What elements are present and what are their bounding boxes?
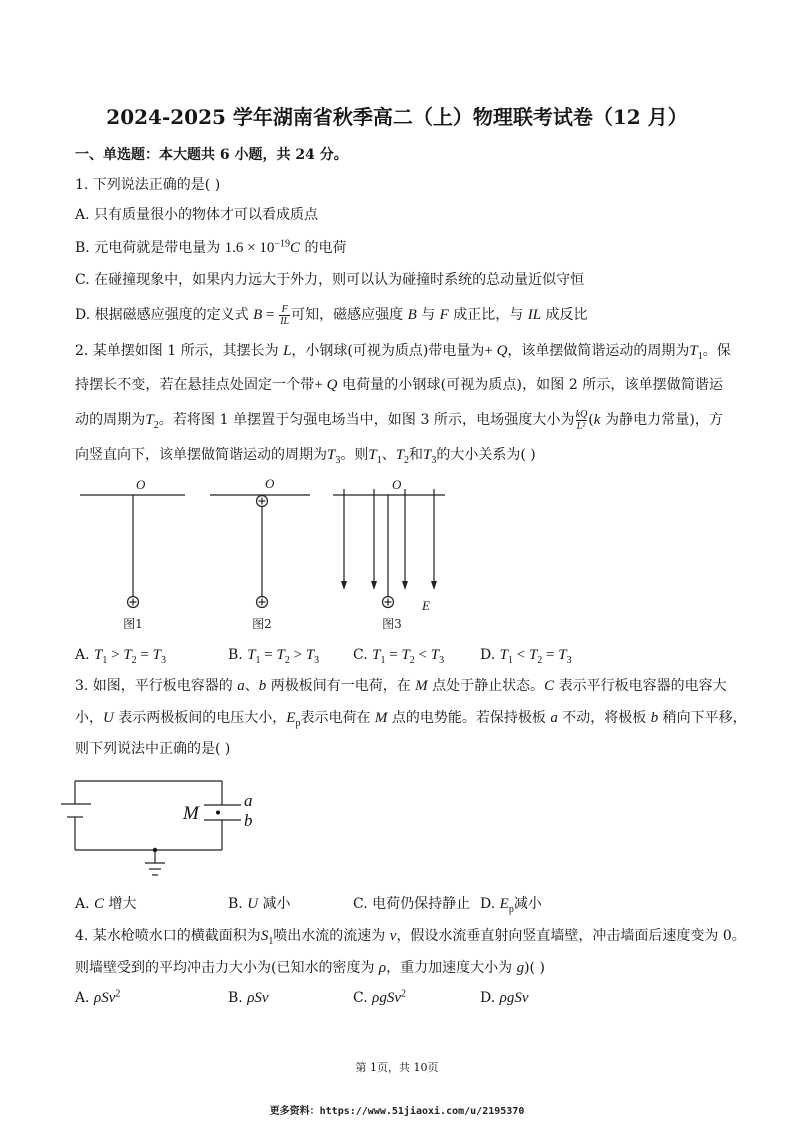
math-run: p: [508, 903, 514, 915]
text-run: C.: [353, 647, 373, 663]
math-run: 3: [314, 654, 320, 666]
q1-option-d: [75, 303, 588, 327]
math-run: T: [401, 647, 410, 663]
math-run: L: [283, 343, 292, 359]
fig1-origin-label: O: [136, 477, 146, 492]
math-run: =: [385, 647, 402, 663]
math-run: T: [558, 647, 567, 663]
text-run: 则墙壁受到的平均冲击力大小为(已知水的密度为: [75, 960, 379, 976]
text-run: D.: [480, 896, 500, 912]
q2-stem-line-4: [75, 445, 536, 465]
math-run: 1: [380, 654, 386, 666]
math-run: ρSv: [247, 990, 269, 1006]
text-run: D.: [480, 647, 500, 663]
text-run: 成正比，与: [448, 307, 528, 323]
math-run: 1: [507, 654, 513, 666]
math-run: T: [247, 647, 256, 663]
fig3-field-label: E: [422, 598, 430, 613]
math-run: T: [368, 447, 377, 463]
q3-stem-line-1: [75, 676, 727, 696]
q2-option-a: [75, 645, 166, 665]
fraction: [576, 409, 588, 432]
math-run: =: [136, 647, 153, 663]
text-run: 、: [244, 678, 259, 694]
text-run: 减小: [258, 896, 291, 912]
charge-point-dot: [216, 811, 220, 815]
arrow-down-icon: [341, 581, 347, 590]
math-run: T: [499, 647, 508, 663]
fig1-caption: 图1: [123, 617, 143, 631]
text-run: 增大: [104, 896, 137, 912]
math-run: U: [103, 710, 114, 726]
math-run: +: [314, 377, 327, 393]
math-run: 3: [335, 454, 341, 466]
math-run: ρSv: [94, 990, 116, 1006]
math-run: −19: [274, 238, 290, 250]
arrow-down-icon: [431, 581, 437, 590]
math-run: T: [430, 647, 440, 663]
math-run: 2: [115, 988, 121, 1000]
exam-title: 2024-2025 学年湖南省秋季高二（上）物理联考试卷（12 月）: [106, 105, 688, 129]
math-run: 1: [376, 454, 382, 466]
text-run: 成反比: [541, 307, 588, 323]
math-run: 3: [431, 454, 437, 466]
math-run: E: [286, 710, 296, 726]
math-run: <: [414, 647, 431, 663]
text-run: 持摆长不变，若在悬挂点处固定一个带: [75, 377, 315, 393]
text-run: 小，: [75, 710, 103, 726]
text-run: 向竖直向下，该单摆做简谐运动的周期为: [75, 447, 327, 463]
pendulum-figures: [70, 475, 460, 635]
math-run: 3: [160, 654, 166, 666]
fig2-charged-ball: [257, 597, 268, 608]
q3-option-a: [75, 894, 136, 914]
math-run: ρ: [378, 960, 387, 976]
fig2-fixed-charge: [257, 496, 268, 507]
math-run: 2: [153, 419, 159, 431]
text-run: 点处于静止状态。: [427, 678, 545, 694]
math-run: T: [123, 647, 132, 663]
q4-option-b: [228, 988, 269, 1008]
text-run: )( ): [524, 960, 545, 976]
math-run: 1.6 × 10: [224, 240, 275, 256]
arrow-down-icon: [402, 581, 408, 590]
math-run: 1: [268, 935, 274, 947]
text-run: 4. 某水枪喷水口的横截面积为: [75, 928, 261, 944]
math-run: 1: [697, 350, 703, 362]
text-run: 动的周期为: [75, 412, 146, 428]
math-run: 2: [409, 654, 415, 666]
math-run: <: [512, 647, 529, 663]
q4-stem-line-1: [75, 926, 746, 947]
text-run: 。则: [340, 447, 369, 463]
q3-option-b: [228, 894, 291, 914]
fig2-caption: 图2: [252, 617, 272, 631]
text-run: 3. 如图，平行板电容器的: [75, 678, 238, 694]
q1-stem: 1. 下列说法正确的是( ): [75, 177, 221, 193]
text-run: C. 电荷仍保持静止: [353, 896, 471, 912]
math-run: F: [439, 307, 449, 323]
math-run: =: [260, 647, 277, 663]
math-run: b: [650, 710, 659, 726]
math-run: b: [258, 678, 267, 694]
point-m-label: M: [183, 803, 199, 824]
arrow-down-icon: [371, 581, 377, 590]
math-run: U: [247, 896, 259, 912]
text-run: ，小钢球(可视为质点)带电量为: [291, 343, 485, 359]
q4-option-d: [480, 988, 529, 1008]
q1-option-b: [75, 238, 346, 258]
math-run: g: [516, 960, 525, 976]
more-resources-link[interactable]: 更多资料：https://www.51jiaoxi.com/u/2195370: [269, 1106, 525, 1117]
text-run: A.: [75, 896, 95, 912]
math-run: +: [484, 343, 497, 359]
field-line-2: [371, 489, 377, 590]
plate-b-label: b: [244, 811, 253, 830]
q2-stem-line-2: [75, 375, 723, 395]
text-run: 两极板间有一电荷，在: [266, 678, 416, 694]
text-run: 可知，磁感应强度: [291, 307, 408, 323]
math-run: T: [528, 647, 538, 663]
math-run: T: [276, 647, 285, 663]
math-run: E: [499, 896, 509, 912]
math-run: 1: [102, 654, 108, 666]
plate-a-label: a: [244, 791, 253, 810]
q2-option-d: [480, 645, 572, 665]
math-run: B: [407, 307, 417, 323]
text-run: 。若将图 1 单摆置于匀强电场当中，如图 3 所示，电场强度大小为: [158, 412, 575, 428]
text-run: B. 元电荷就是带电量为: [75, 240, 225, 256]
text-run: 的电荷: [300, 240, 347, 256]
math-run: 2: [131, 654, 137, 666]
text-run: 2. 某单摆如图 1 所示，其摆长为: [75, 343, 284, 359]
q3-option-d: [480, 894, 542, 914]
text-run: 表示电荷在: [300, 710, 375, 726]
section-header: 一、单选题：本大题共 6 小题，共 24 分。: [75, 147, 348, 163]
text-run: B.: [228, 647, 248, 663]
math-run: C: [544, 678, 555, 694]
math-run: T: [327, 447, 336, 463]
q2-stem-line-1: [75, 341, 731, 362]
q3-stem-line-3: 则下列说法中正确的是( ): [75, 741, 231, 757]
math-run: S: [260, 928, 269, 944]
math-run: >: [289, 647, 306, 663]
text-run: ，重力加速度大小为: [386, 960, 517, 976]
text-run: C.: [353, 990, 373, 1006]
field-line-1: [341, 489, 347, 590]
q4-stem-line-2: [75, 958, 545, 978]
q1-option-c: C. 在碰撞现象中，如果内力远大于外力，则可以认为碰撞时系统的总动量近似守恒: [75, 272, 585, 288]
math-run: >: [107, 647, 124, 663]
text-run: 表示平行板电容器的电容大: [554, 678, 727, 694]
fraction-numerator: kQ: [575, 408, 588, 420]
math-run: M: [415, 678, 428, 694]
fraction: [279, 304, 290, 327]
q4-option-a: [75, 988, 120, 1008]
math-run: T: [689, 343, 698, 359]
math-run: Q: [496, 343, 508, 359]
field-line-3: [402, 489, 408, 590]
text-run: B.: [228, 896, 248, 912]
math-run: T: [145, 412, 154, 428]
math-run: ρgSv: [372, 990, 401, 1006]
page-number: 第 1页，共 10页: [355, 1061, 439, 1074]
figure-3: [333, 477, 445, 631]
math-run: T: [94, 647, 103, 663]
math-run: 2: [537, 654, 543, 666]
math-run: IL: [527, 307, 542, 323]
text-run: (: [588, 412, 594, 428]
fig1-charged-ball: [128, 597, 139, 608]
text-run: A.: [75, 990, 95, 1006]
math-run: =: [262, 307, 279, 323]
math-run: 2: [404, 454, 410, 466]
text-run: 的大小关系为( ): [436, 447, 536, 463]
math-run: T: [305, 647, 315, 663]
math-run: a: [550, 710, 558, 726]
text-run: 不动，将极板: [557, 710, 651, 726]
text-run: 、: [381, 447, 396, 463]
text-run: B.: [228, 990, 248, 1006]
text-run: 喷出水流的流速为: [273, 928, 390, 944]
q3-option-c: [353, 894, 470, 914]
fig3-caption: 图3: [382, 617, 402, 631]
ground-icon: [145, 848, 165, 875]
math-run: C: [290, 240, 301, 256]
text-run: 与: [416, 307, 440, 323]
math-run: Q: [326, 377, 338, 393]
fraction-numerator: F: [281, 303, 288, 315]
math-run: 3: [439, 654, 445, 666]
fig3-origin-label: O: [392, 477, 402, 492]
math-run: T: [395, 447, 405, 463]
text-run: 稍向下平移，: [658, 710, 747, 726]
fraction-denominator: L²: [576, 420, 588, 432]
field-line-4: [431, 489, 437, 590]
fig3-charged-ball: [383, 597, 394, 608]
math-run: C: [94, 896, 105, 912]
text-run: 减小: [513, 896, 542, 912]
math-run: T: [423, 447, 432, 463]
text-run: ，该单摆做简谐运动的周期为: [507, 343, 690, 359]
math-run: T: [372, 647, 381, 663]
text-run: 点的电势能。若保持极板: [387, 710, 551, 726]
math-run: B: [253, 307, 263, 323]
fraction-denominator: IL: [280, 315, 290, 327]
text-run: 表示两极板间的电压大小，: [113, 710, 287, 726]
text-run: D.: [480, 990, 500, 1006]
text-run: 和: [409, 447, 424, 463]
text-run: A.: [75, 647, 95, 663]
text-run: 。保: [702, 343, 731, 359]
math-run: 2: [284, 654, 290, 666]
math-run: =: [542, 647, 559, 663]
math-run: M: [374, 710, 388, 726]
text-run: D. 根据磁感应强度的定义式: [75, 307, 254, 323]
math-run: ρgSv: [499, 990, 529, 1006]
text-run: 为静电力常量)，方: [600, 412, 723, 428]
q4-option-c: [353, 988, 406, 1008]
q2-option-b: [228, 645, 319, 665]
capacitor-circuit: [55, 770, 270, 885]
math-run: p: [295, 717, 301, 729]
math-run: v: [389, 928, 397, 944]
q1-option-a: A. 只有质量很小的物体才可以看成质点: [75, 207, 319, 223]
math-run: T: [152, 647, 161, 663]
text-run: ，假设水流垂直射向竖直墙壁，冲击墙面后速度变为 0。: [396, 928, 746, 944]
fig2-origin-label: O: [265, 476, 275, 491]
figure-2: [210, 476, 310, 631]
q2-stem-line-3: [75, 408, 723, 432]
q2-option-c: [353, 645, 444, 665]
figure-1: [80, 477, 185, 631]
text-run: 电荷量的小钢球(可视为质点)，如图 2 所示，该单摆做简谐运: [337, 377, 723, 393]
math-run: a: [237, 678, 245, 694]
math-run: 3: [566, 654, 572, 666]
math-run: k: [593, 412, 601, 428]
q3-stem-line-2: [75, 708, 747, 729]
math-run: 1: [255, 654, 261, 666]
math-run: 2: [400, 988, 406, 1000]
